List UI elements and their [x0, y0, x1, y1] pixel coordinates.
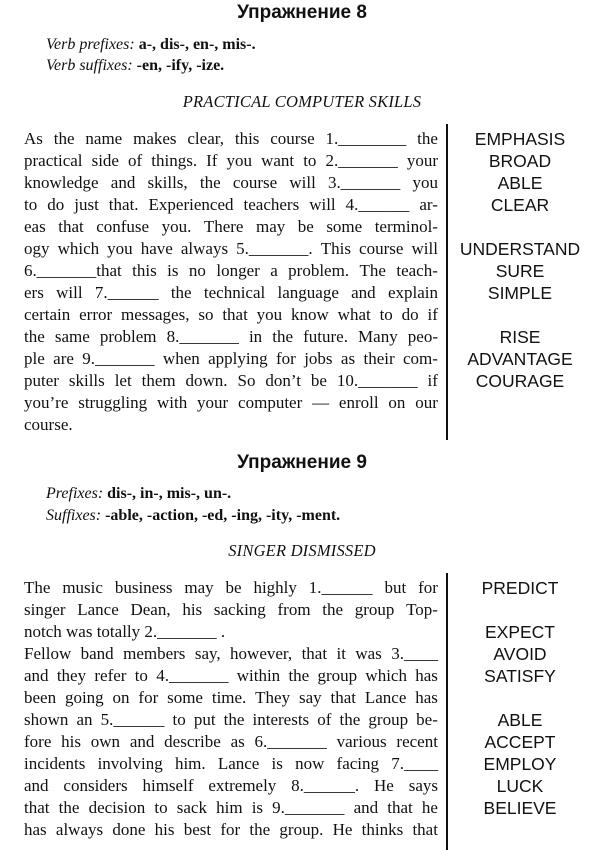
verb-prefixes-line: [46, 34, 256, 55]
ex8-line: ers will 7.______ the technical language and explain: [24, 283, 438, 302]
answer-word: ACCEPT: [484, 732, 556, 752]
exercise-8-text: [24, 128, 438, 436]
exercise-9-divider: [446, 573, 448, 850]
ex9-line: shown an 5.______ to put the interests of the group be-: [24, 710, 438, 729]
answer-word: BROAD: [488, 151, 552, 171]
ex9-line: and considers himself extremely 8.______. He says: [24, 776, 438, 795]
exercise-9-heading: Упражнение 9: [237, 452, 367, 473]
verb-suffixes-line: [46, 55, 224, 76]
ex8-line: eas that confuse you. There may be some terminol-: [24, 217, 438, 236]
answer-word: ADVANTAGE: [467, 349, 573, 369]
answer-word: SIMPLE: [487, 283, 553, 303]
ex9-line: notch was totally 2._______ .: [24, 622, 226, 641]
verb-suffixes-values: -en, -ify, -ize.: [136, 57, 225, 74]
answer-word: EXPECT: [484, 622, 556, 642]
answer-word: UNDERSTAND: [459, 239, 581, 259]
prefixes-label: Prefixes:: [46, 485, 104, 502]
prefixes-values: dis-, in-, mis-, un-.: [107, 485, 232, 502]
ex9-line: incidents involving him. Lance is now facing 7.____: [24, 754, 438, 773]
answer-word: RISE: [499, 327, 541, 347]
exercise-8-heading: Упражнение 8: [237, 2, 367, 23]
exercise-8-word-list: [450, 128, 590, 408]
prefixes-line: [46, 483, 231, 504]
verb-suffixes-label: Verb suffixes:: [46, 57, 133, 74]
exercise-8-divider: [446, 124, 448, 440]
exercise-9-title: SINGER DISMISSED: [228, 541, 376, 560]
answer-word: AVOID: [493, 644, 547, 664]
ex8-line: the same problem 8._______ in the future. Many peo-: [24, 327, 438, 346]
ex8-line: puter skills let them down. So don’t be 10._______ if: [24, 371, 438, 390]
ex8-line: you’re struggling with your computer — enroll on our: [24, 393, 438, 412]
suffixes-label: Suffixes:: [46, 507, 102, 524]
ex8-line: practical side of things. If you want to 2._______ your: [24, 151, 438, 170]
verb-prefixes-label: Verb prefixes:: [46, 36, 135, 53]
ex9-line: Fellow band members say, however, that it was 3.____: [24, 644, 438, 663]
suffixes-values: -able, -action, -ed, -ing, -ity, -ment.: [105, 507, 341, 524]
exercise-9-word-list: [450, 577, 590, 827]
ex8-line: ogy which you have always 5._______. This course will: [24, 239, 438, 258]
ex8-line: ple are 9._______ when applying for jobs as their com-: [24, 349, 438, 368]
answer-word: SATISFY: [484, 666, 556, 686]
answer-word: LUCK: [496, 776, 544, 796]
answer-word: ABLE: [497, 710, 543, 730]
ex9-line: been going on for some time. They say that Lance has: [24, 688, 438, 707]
exercise-8-title: PRACTICAL COMPUTER SKILLS: [182, 92, 422, 111]
exercise-9-text: [24, 577, 438, 841]
ex8-line: knowledge and skills, the course will 3._______ you: [24, 173, 438, 192]
ex9-line: that the decision to sack him is 9._______ and that he: [24, 798, 438, 817]
ex9-line: The music business may be highly 1.______ but for: [24, 578, 438, 597]
answer-word: PREDICT: [481, 578, 559, 598]
answer-word: EMPHASIS: [474, 129, 566, 149]
answer-word: CLEAR: [490, 195, 550, 215]
ex9-line: has always done his best for the group. He thinks that: [24, 820, 438, 839]
ex8-line: As the name makes clear, this course 1.________ the: [24, 129, 438, 148]
ex8-line: to do just that. Experienced teachers will 4.______ ar-: [24, 195, 438, 214]
answer-word: COURAGE: [475, 371, 565, 391]
ex8-line: course.: [24, 415, 73, 434]
answer-word: BELIEVE: [483, 798, 557, 818]
ex9-line: singer Lance Dean, his sacking from the group Top-: [24, 600, 438, 619]
ex8-line: 6._______that this is no longer a problem. The teach-: [24, 261, 438, 280]
ex9-line: fore his own and describe as 6._______ various recent: [24, 732, 438, 751]
answer-word: ABLE: [497, 173, 543, 193]
verb-prefixes-values: a-, dis-, en-, mis-.: [138, 36, 256, 53]
answer-word: EMPLOY: [483, 754, 557, 774]
ex9-line: and they refer to 4._______ within the group which has: [24, 666, 438, 685]
answer-word: SURE: [495, 261, 545, 281]
ex8-line: certain error messages, so that you know what to do if: [24, 305, 438, 324]
suffixes-line: [46, 505, 340, 526]
